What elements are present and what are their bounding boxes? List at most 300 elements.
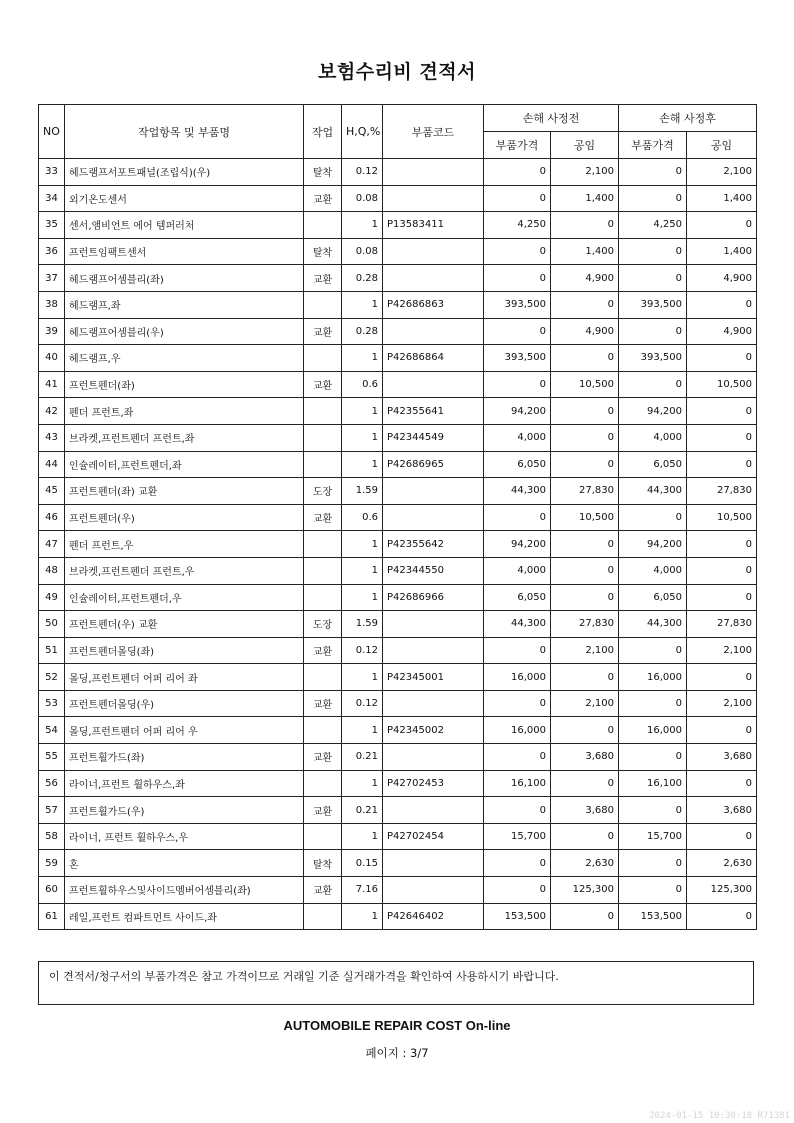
table-row [39, 345, 757, 372]
cell-item: 헤드램프어셈블리(좌) [65, 265, 304, 292]
cell-part-code: P13583411 [383, 212, 484, 239]
price-notice: 이 견적서/청구서의 부품가격은 참고 가격이므로 거래일 기준 실거래가격을 확인하여 사용하시기 바랍니다. [38, 961, 754, 1005]
cell-after-labor: 1,400 [687, 238, 757, 265]
cell-hq: 1.59 [342, 611, 383, 638]
cell-before-labor: 0 [551, 770, 619, 797]
cell-no: 45 [39, 478, 65, 505]
cell-before-part-price: 393,500 [484, 345, 551, 372]
cell-work [304, 424, 342, 451]
cell-hq: 0.15 [342, 850, 383, 877]
cell-item: 프런트펜더몰딩(우) [65, 690, 304, 717]
cell-before-part-price: 0 [484, 238, 551, 265]
cell-after-part-price: 0 [619, 850, 687, 877]
table-row [39, 265, 757, 292]
cell-no: 35 [39, 212, 65, 239]
cell-work: 탈착 [304, 159, 342, 186]
cell-hq: 1 [342, 451, 383, 478]
table-row [39, 185, 757, 212]
cell-work [304, 664, 342, 691]
cell-no: 44 [39, 451, 65, 478]
cell-after-part-price: 44,300 [619, 478, 687, 505]
cell-part-code: P42702454 [383, 823, 484, 850]
cell-after-part-price: 0 [619, 318, 687, 345]
cell-after-labor: 0 [687, 291, 757, 318]
cell-after-labor: 1,400 [687, 185, 757, 212]
cell-item: 헤드램프,좌 [65, 291, 304, 318]
cell-item: 몰딩,프런트펜더 어퍼 리어 우 [65, 717, 304, 744]
cell-no: 58 [39, 823, 65, 850]
cell-work: 교환 [304, 797, 342, 824]
cell-before-labor: 0 [551, 717, 619, 744]
cell-item: 외기온도센서 [65, 185, 304, 212]
cell-part-code [383, 159, 484, 186]
header-code: 부품코드 [383, 105, 484, 159]
cell-after-labor: 0 [687, 531, 757, 558]
cell-no: 55 [39, 744, 65, 771]
cell-no: 41 [39, 371, 65, 398]
cell-after-part-price: 0 [619, 797, 687, 824]
cell-item: 라이너, 프런트 휠하우스,우 [65, 823, 304, 850]
cell-hq: 1 [342, 291, 383, 318]
cell-item: 인슐레이터,프런트펜더,좌 [65, 451, 304, 478]
cell-hq: 0.08 [342, 185, 383, 212]
cell-after-part-price: 0 [619, 238, 687, 265]
header-hq: H,Q,% [342, 105, 383, 159]
cell-hq: 1 [342, 584, 383, 611]
cell-part-code: P42355642 [383, 531, 484, 558]
cell-after-labor: 4,900 [687, 265, 757, 292]
cell-hq: 0.12 [342, 690, 383, 717]
cell-after-part-price: 0 [619, 185, 687, 212]
cell-item: 프런트임팩트센서 [65, 238, 304, 265]
cell-before-labor: 0 [551, 345, 619, 372]
cell-no: 37 [39, 265, 65, 292]
cell-no: 33 [39, 159, 65, 186]
cell-after-labor: 2,100 [687, 637, 757, 664]
cell-work [304, 451, 342, 478]
cell-hq: 1 [342, 398, 383, 425]
cell-after-part-price: 16,000 [619, 664, 687, 691]
table-row [39, 611, 757, 638]
cell-work: 교환 [304, 637, 342, 664]
cell-work [304, 717, 342, 744]
cell-work [304, 557, 342, 584]
cell-no: 52 [39, 664, 65, 691]
cell-hq: 0.21 [342, 797, 383, 824]
cell-part-code [383, 611, 484, 638]
cell-item: 프런트펜더몰딩(좌) [65, 637, 304, 664]
table-row [39, 823, 757, 850]
cell-before-labor: 0 [551, 903, 619, 930]
cell-work [304, 823, 342, 850]
table-row [39, 451, 757, 478]
cell-before-part-price: 0 [484, 318, 551, 345]
cell-before-labor: 0 [551, 398, 619, 425]
document-title: 보험수리비 견적서 [318, 61, 476, 83]
cell-hq: 7.16 [342, 877, 383, 904]
table-row [39, 797, 757, 824]
cell-after-part-price: 393,500 [619, 345, 687, 372]
cell-work: 교환 [304, 265, 342, 292]
cell-before-labor: 4,900 [551, 265, 619, 292]
cell-work [304, 212, 342, 239]
cell-before-part-price: 6,050 [484, 451, 551, 478]
cell-before-labor: 0 [551, 291, 619, 318]
cell-after-labor: 0 [687, 823, 757, 850]
cell-before-part-price: 6,050 [484, 584, 551, 611]
cell-work: 교환 [304, 690, 342, 717]
cell-part-code [383, 318, 484, 345]
cell-after-labor: 2,630 [687, 850, 757, 877]
cell-before-labor: 1,400 [551, 185, 619, 212]
cell-no: 51 [39, 637, 65, 664]
cell-before-part-price: 44,300 [484, 611, 551, 638]
footer-brand: AUTOMOBILE REPAIR COST On-line [283, 1018, 511, 1033]
cell-part-code [383, 797, 484, 824]
cell-before-labor: 0 [551, 451, 619, 478]
cell-part-code: P42345002 [383, 717, 484, 744]
cell-before-part-price: 16,000 [484, 664, 551, 691]
cell-after-part-price: 16,000 [619, 717, 687, 744]
table-row [39, 850, 757, 877]
cell-after-labor: 4,900 [687, 318, 757, 345]
cell-after-part-price: 4,000 [619, 424, 687, 451]
cell-part-code: P42646402 [383, 903, 484, 930]
cell-before-part-price: 0 [484, 504, 551, 531]
cell-after-part-price: 0 [619, 265, 687, 292]
cell-work [304, 903, 342, 930]
cell-before-labor: 2,100 [551, 690, 619, 717]
cell-no: 34 [39, 185, 65, 212]
cell-before-part-price: 0 [484, 637, 551, 664]
cell-before-part-price: 0 [484, 797, 551, 824]
cell-before-part-price: 0 [484, 877, 551, 904]
cell-hq: 1 [342, 424, 383, 451]
cell-no: 59 [39, 850, 65, 877]
table-row [39, 717, 757, 744]
cell-before-part-price: 0 [484, 744, 551, 771]
cell-before-part-price: 0 [484, 265, 551, 292]
cell-before-part-price: 0 [484, 185, 551, 212]
cell-hq: 1 [342, 212, 383, 239]
cell-item: 프런트펜더(좌) 교환 [65, 478, 304, 505]
cell-part-code [383, 877, 484, 904]
cell-before-labor: 0 [551, 557, 619, 584]
cell-no: 46 [39, 504, 65, 531]
header-after-assessment: 손해 사정후 [619, 105, 757, 132]
cell-before-part-price: 0 [484, 159, 551, 186]
cell-item: 펜더 프런트,우 [65, 531, 304, 558]
cell-part-code: P42702453 [383, 770, 484, 797]
cell-part-code [383, 504, 484, 531]
table-row [39, 371, 757, 398]
cell-no: 43 [39, 424, 65, 451]
table-row [39, 504, 757, 531]
table-row [39, 318, 757, 345]
cell-before-labor: 27,830 [551, 478, 619, 505]
cell-work [304, 584, 342, 611]
cell-item: 혼 [65, 850, 304, 877]
cell-work [304, 770, 342, 797]
cell-hq: 0.12 [342, 159, 383, 186]
cell-hq: 1 [342, 770, 383, 797]
cell-before-part-price: 4,000 [484, 557, 551, 584]
cell-part-code [383, 478, 484, 505]
cell-after-labor: 125,300 [687, 877, 757, 904]
cell-part-code [383, 637, 484, 664]
cell-item: 브라켓,프런트펜더 프런트,좌 [65, 424, 304, 451]
cell-item: 헤드램프서포트패널(조립식)(우) [65, 159, 304, 186]
table-row [39, 531, 757, 558]
cell-after-labor: 0 [687, 903, 757, 930]
page-number: 페이지 : 3/7 [365, 1046, 429, 1060]
cell-hq: 0.6 [342, 371, 383, 398]
cell-before-labor: 0 [551, 664, 619, 691]
cell-part-code [383, 238, 484, 265]
cell-part-code: P42686864 [383, 345, 484, 372]
cell-after-labor: 27,830 [687, 611, 757, 638]
cell-after-part-price: 94,200 [619, 398, 687, 425]
cell-item: 프런트펜더(우) [65, 504, 304, 531]
table-row [39, 877, 757, 904]
cell-work [304, 531, 342, 558]
cell-no: 56 [39, 770, 65, 797]
cell-no: 47 [39, 531, 65, 558]
cell-after-part-price: 6,050 [619, 584, 687, 611]
cell-no: 39 [39, 318, 65, 345]
table-row [39, 690, 757, 717]
cell-no: 60 [39, 877, 65, 904]
table-row [39, 584, 757, 611]
cell-before-labor: 3,680 [551, 744, 619, 771]
cell-item: 몰딩,프런트펜더 어퍼 리어 좌 [65, 664, 304, 691]
cell-before-part-price: 0 [484, 690, 551, 717]
table-row [39, 291, 757, 318]
cell-part-code: P42345001 [383, 664, 484, 691]
cell-after-labor: 3,680 [687, 744, 757, 771]
cell-before-labor: 2,100 [551, 637, 619, 664]
cell-item: 센서,앰비언트 에어 템퍼러처 [65, 212, 304, 239]
cell-no: 54 [39, 717, 65, 744]
cell-before-part-price: 15,700 [484, 823, 551, 850]
cell-no: 48 [39, 557, 65, 584]
table-row [39, 478, 757, 505]
table-row [39, 903, 757, 930]
cell-no: 49 [39, 584, 65, 611]
cell-after-labor: 2,100 [687, 690, 757, 717]
cell-hq: 0.6 [342, 504, 383, 531]
cell-part-code: P42355641 [383, 398, 484, 425]
cell-part-code: P42686966 [383, 584, 484, 611]
cell-before-part-price: 94,200 [484, 531, 551, 558]
cell-before-labor: 2,630 [551, 850, 619, 877]
cell-work: 교환 [304, 371, 342, 398]
cell-after-part-price: 393,500 [619, 291, 687, 318]
cell-after-labor: 0 [687, 398, 757, 425]
cell-before-part-price: 153,500 [484, 903, 551, 930]
cell-after-labor: 10,500 [687, 504, 757, 531]
cell-before-part-price: 393,500 [484, 291, 551, 318]
cell-work: 교환 [304, 185, 342, 212]
cell-after-part-price: 16,100 [619, 770, 687, 797]
cell-item: 라이너,프런트 휠하우스,좌 [65, 770, 304, 797]
header-before-labor: 공임 [551, 132, 619, 159]
cell-before-part-price: 0 [484, 850, 551, 877]
cell-item: 헤드램프어셈블리(우) [65, 318, 304, 345]
cell-hq: 1 [342, 557, 383, 584]
cell-work: 교환 [304, 318, 342, 345]
table-row [39, 238, 757, 265]
cell-after-labor: 27,830 [687, 478, 757, 505]
cell-before-labor: 10,500 [551, 371, 619, 398]
header-no: NO [39, 105, 65, 159]
cell-after-part-price: 6,050 [619, 451, 687, 478]
cell-part-code: P42344550 [383, 557, 484, 584]
cell-part-code [383, 744, 484, 771]
cell-work [304, 398, 342, 425]
cell-after-labor: 0 [687, 664, 757, 691]
cell-after-part-price: 15,700 [619, 823, 687, 850]
cell-after-part-price: 4,000 [619, 557, 687, 584]
cell-before-part-price: 4,000 [484, 424, 551, 451]
cell-no: 53 [39, 690, 65, 717]
cell-item: 브라켓,프런트펜더 프런트,우 [65, 557, 304, 584]
cell-after-part-price: 0 [619, 744, 687, 771]
cell-before-labor: 0 [551, 531, 619, 558]
cell-before-part-price: 16,000 [484, 717, 551, 744]
cell-before-labor: 0 [551, 212, 619, 239]
cell-after-labor: 0 [687, 345, 757, 372]
cell-before-labor: 0 [551, 424, 619, 451]
cell-item: 헤드램프,우 [65, 345, 304, 372]
cell-part-code [383, 185, 484, 212]
header-after-part-price: 부품가격 [619, 132, 687, 159]
cell-no: 61 [39, 903, 65, 930]
table-row [39, 159, 757, 186]
cell-hq: 1 [342, 903, 383, 930]
estimate-table [38, 104, 757, 930]
cell-item: 프런트휠하우스및사이드멤버어셈블리(좌) [65, 877, 304, 904]
cell-part-code: P42686965 [383, 451, 484, 478]
cell-after-part-price: 153,500 [619, 903, 687, 930]
cell-hq: 1 [342, 717, 383, 744]
cell-work: 탈착 [304, 238, 342, 265]
table-row [39, 664, 757, 691]
cell-part-code: P42344549 [383, 424, 484, 451]
cell-after-part-price: 4,250 [619, 212, 687, 239]
cell-work: 도장 [304, 611, 342, 638]
timestamp-watermark: 2024-01-15 10:30:18 R71381 [649, 1111, 790, 1121]
table-row [39, 557, 757, 584]
cell-hq: 1 [342, 531, 383, 558]
cell-after-part-price: 0 [619, 371, 687, 398]
cell-after-labor: 0 [687, 584, 757, 611]
cell-item: 프런트펜더(좌) [65, 371, 304, 398]
cell-work: 도장 [304, 478, 342, 505]
cell-hq: 0.08 [342, 238, 383, 265]
cell-before-labor: 10,500 [551, 504, 619, 531]
cell-before-part-price: 0 [484, 371, 551, 398]
cell-after-labor: 3,680 [687, 797, 757, 824]
header-after-labor: 공임 [687, 132, 757, 159]
cell-before-part-price: 16,100 [484, 770, 551, 797]
cell-hq: 0.21 [342, 744, 383, 771]
header-item: 작업항목 및 부품명 [65, 105, 304, 159]
table-row [39, 637, 757, 664]
cell-before-labor: 4,900 [551, 318, 619, 345]
cell-no: 42 [39, 398, 65, 425]
cell-after-part-price: 94,200 [619, 531, 687, 558]
cell-after-part-price: 0 [619, 637, 687, 664]
header-work: 작업 [304, 105, 342, 159]
cell-no: 38 [39, 291, 65, 318]
cell-item: 펜더 프런트,좌 [65, 398, 304, 425]
table-row [39, 212, 757, 239]
cell-before-labor: 0 [551, 823, 619, 850]
cell-part-code [383, 265, 484, 292]
table-row [39, 424, 757, 451]
cell-item: 인슐레이터,프런트펜더,우 [65, 584, 304, 611]
cell-after-labor: 0 [687, 557, 757, 584]
header-before-assessment: 손해 사정전 [484, 105, 619, 132]
cell-no: 40 [39, 345, 65, 372]
cell-item: 레일,프런트 컴파트먼트 사이드,좌 [65, 903, 304, 930]
cell-no: 36 [39, 238, 65, 265]
cell-hq: 1.59 [342, 478, 383, 505]
cell-before-labor: 3,680 [551, 797, 619, 824]
cell-before-labor: 1,400 [551, 238, 619, 265]
cell-after-labor: 0 [687, 424, 757, 451]
cell-work: 교환 [304, 504, 342, 531]
cell-work [304, 345, 342, 372]
cell-after-part-price: 0 [619, 877, 687, 904]
cell-item: 프런트펜더(우) 교환 [65, 611, 304, 638]
cell-after-labor: 0 [687, 717, 757, 744]
cell-no: 57 [39, 797, 65, 824]
cell-work: 교환 [304, 744, 342, 771]
cell-after-labor: 2,100 [687, 159, 757, 186]
cell-hq: 1 [342, 664, 383, 691]
cell-hq: 1 [342, 345, 383, 372]
cell-before-part-price: 44,300 [484, 478, 551, 505]
cell-hq: 1 [342, 823, 383, 850]
cell-item: 프런트휠가드(우) [65, 797, 304, 824]
cell-part-code [383, 850, 484, 877]
cell-after-labor: 0 [687, 770, 757, 797]
cell-part-code: P42686863 [383, 291, 484, 318]
cell-after-part-price: 0 [619, 504, 687, 531]
cell-before-labor: 0 [551, 584, 619, 611]
cell-before-labor: 2,100 [551, 159, 619, 186]
table-row [39, 398, 757, 425]
header-before-part-price: 부품가격 [484, 132, 551, 159]
cell-work: 교환 [304, 877, 342, 904]
cell-hq: 0.28 [342, 265, 383, 292]
cell-after-labor: 0 [687, 212, 757, 239]
cell-before-part-price: 94,200 [484, 398, 551, 425]
table-row [39, 770, 757, 797]
cell-item: 프런트휠가드(좌) [65, 744, 304, 771]
table-row [39, 744, 757, 771]
cell-no: 50 [39, 611, 65, 638]
cell-before-labor: 125,300 [551, 877, 619, 904]
cell-hq: 0.12 [342, 637, 383, 664]
cell-work: 탈착 [304, 850, 342, 877]
cell-before-part-price: 4,250 [484, 212, 551, 239]
cell-part-code [383, 690, 484, 717]
cell-before-labor: 27,830 [551, 611, 619, 638]
cell-after-part-price: 0 [619, 159, 687, 186]
